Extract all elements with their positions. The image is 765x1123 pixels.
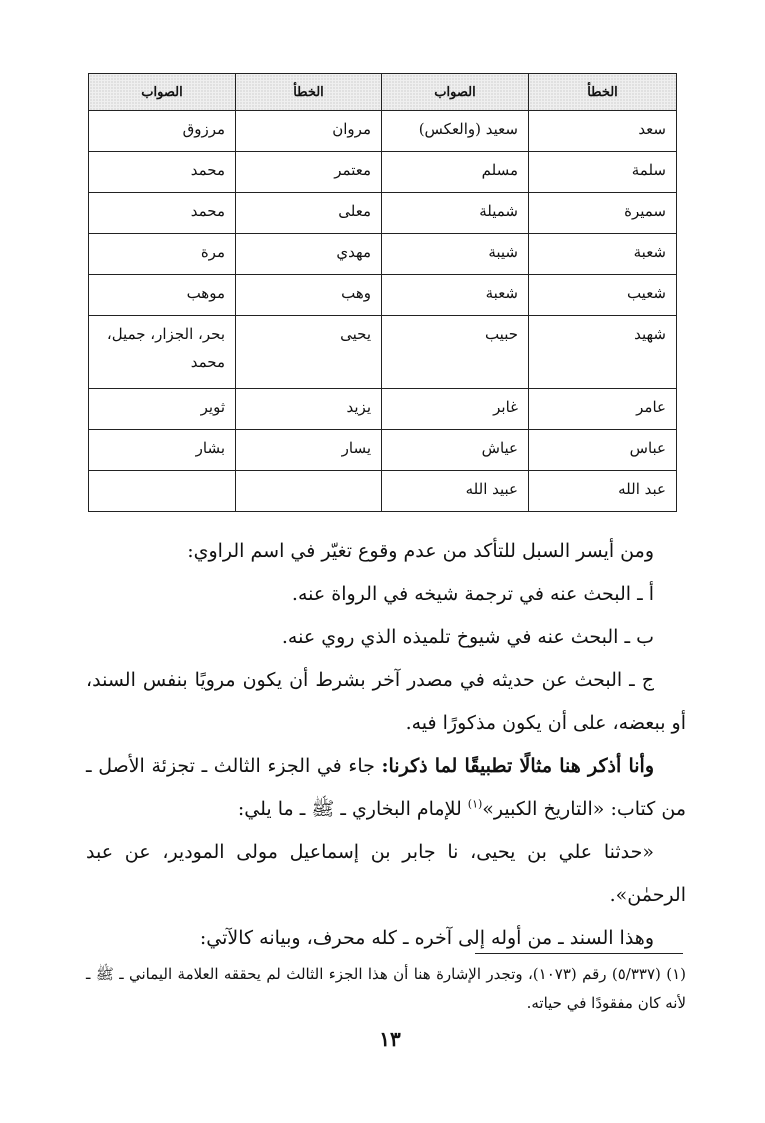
paragraph-item-a: أ ـ البحث عنه في ترجمة شيخه في الرواة عنه. — [291, 583, 654, 605]
cell-wrong-1: شعبة — [529, 234, 677, 275]
cell-wrong-2: وهب — [236, 275, 382, 316]
cell-correct-2: ثوير — [89, 389, 236, 430]
paragraph-intro: ومن أيسر السبل للتأكد من عدم وقوع تغيّر في اسم الراوي: — [187, 540, 654, 562]
cell-wrong-1: سميرة — [529, 193, 677, 234]
footnote-marker: (١) — [467, 797, 483, 811]
cell-correct-2: مرة — [89, 234, 236, 275]
table-row — [89, 471, 677, 512]
example-text-a: جاء في الجزء الثالث ـ تجزئة الأصل ـ من كتاب: «التاريخ الكبير» — [86, 755, 686, 820]
cell-wrong-1: شهيد — [529, 316, 677, 389]
table-row — [89, 316, 677, 389]
paragraph-analysis: وهذا السند ـ من أوله إلى آخره ـ كله محرف، وبيانه كالآتي: — [199, 927, 654, 949]
cell-correct-2: محمد — [89, 193, 236, 234]
header-wrong-1: الخطأ — [529, 74, 677, 111]
cell-wrong-2: مروان — [236, 111, 382, 152]
paragraph-quote: «حدثنا علي بن يحيى، نا جابر بن إسماعيل مولى المودير، عن عبد الرحمٰن». — [86, 841, 686, 906]
table-row — [89, 389, 677, 430]
cell-wrong-2 — [236, 471, 382, 512]
table-row — [89, 193, 677, 234]
cell-correct-1: شميلة — [382, 193, 529, 234]
cell-correct-1: شيبة — [382, 234, 529, 275]
cell-wrong-1: عامر — [529, 389, 677, 430]
cell-correct-1: مسلم — [382, 152, 529, 193]
header-wrong-2: الخطأ — [236, 74, 382, 111]
footnote-divider — [475, 953, 683, 954]
cell-wrong-1: شعيب — [529, 275, 677, 316]
cell-correct-2: بشار — [89, 430, 236, 471]
cell-correct-2: موهب — [89, 275, 236, 316]
paragraph-item-c: ج ـ البحث عن حديثه في مصدر آخر بشرط أن يكون مرويًا بنفس السند، أو ببعضه، على أن يكون مذكورًا فيه. — [86, 669, 686, 734]
cell-correct-1: شعبة — [382, 275, 529, 316]
table-row — [89, 234, 677, 275]
example-text-b: للإمام البخاري ـ ﷺ ـ ما يلي: — [237, 798, 468, 820]
cell-correct-1: عبيد الله — [382, 471, 529, 512]
header-correct-2: الصواب — [89, 74, 236, 111]
table-row — [89, 275, 677, 316]
cell-correct-1: حبيب — [382, 316, 529, 389]
cell-wrong-2: معتمر — [236, 152, 382, 193]
header-correct-1: الصواب — [382, 74, 529, 111]
footnote: (١) (٥/٣٣٧) رقم (١٠٧٣)، وتجدر الإشارة هنا أن هذا الجزء الثالث لم يحققه العلامة اليماني ـ ﷺ ـ لأنه كان مفقودًا في حياته. — [86, 965, 687, 1012]
cell-wrong-2: مهدي — [236, 234, 382, 275]
paragraph-example — [86, 745, 686, 831]
cell-wrong-2: يسار — [236, 430, 382, 471]
cell-correct-1: عياش — [382, 430, 529, 471]
table-row — [89, 430, 677, 471]
cell-wrong-1: عبد الله — [529, 471, 677, 512]
table-header-row — [89, 74, 677, 111]
cell-wrong-1: سعد — [529, 111, 677, 152]
cell-correct-2 — [89, 471, 236, 512]
cell-correct-1: سعيد (والعكس) — [382, 111, 529, 152]
page-number: ١٣ — [379, 1027, 401, 1051]
corrections-table — [88, 73, 677, 512]
cell-correct-2: مرزوق — [89, 111, 236, 152]
cell-wrong-2: معلى — [236, 193, 382, 234]
cell-correct-2: بحر، الجزار، جميل، محمد — [89, 316, 236, 389]
table-row — [89, 111, 677, 152]
cell-wrong-2: يحيى — [236, 316, 382, 389]
cell-wrong-1: عباس — [529, 430, 677, 471]
example-heading: وأنا أذكر هنا مثالًا تطبيقًا لما ذكرنا: — [381, 755, 654, 777]
cell-correct-2: محمد — [89, 152, 236, 193]
paragraph-item-b: ب ـ البحث عنه في شيوخ تلميذه الذي روي عنه. — [281, 626, 654, 648]
cell-correct-1: غابر — [382, 389, 529, 430]
cell-wrong-2: يزيد — [236, 389, 382, 430]
table-row — [89, 152, 677, 193]
body-text — [86, 530, 686, 960]
cell-wrong-1: سلمة — [529, 152, 677, 193]
